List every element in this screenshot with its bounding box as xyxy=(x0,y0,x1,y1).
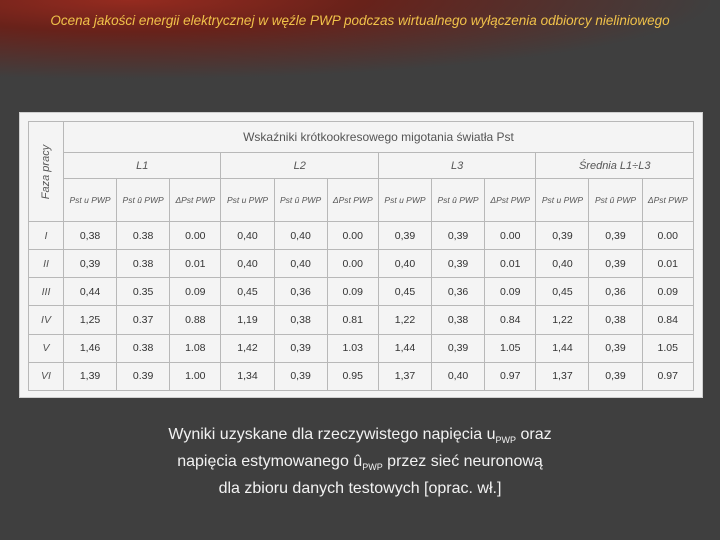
value-cell: 1.05 xyxy=(642,334,693,362)
value-cell: 1,44 xyxy=(536,334,589,362)
caption-line2-a: napięcia estymowanego û xyxy=(177,453,363,471)
phase-cell: III xyxy=(29,278,64,306)
subheader-cell: ΔPst PWP xyxy=(327,179,378,222)
value-cell: 1,42 xyxy=(221,334,274,362)
value-cell: 0,40 xyxy=(432,362,485,390)
value-cell: 1,19 xyxy=(221,306,274,334)
table-row xyxy=(29,334,694,362)
value-cell: 0.38 xyxy=(117,222,170,250)
table-image xyxy=(19,112,703,398)
caption-line1-sub: PWP xyxy=(495,435,517,446)
value-cell: 0,38 xyxy=(432,306,485,334)
phase-cell: II xyxy=(29,250,64,278)
subheader-cell: ΔPst PWP xyxy=(170,179,221,222)
table-main-header: Wskaźniki krótkookresowego migotania światła Pst xyxy=(64,122,694,153)
value-cell: 0.35 xyxy=(117,278,170,306)
value-cell: 1.00 xyxy=(170,362,221,390)
value-cell: 0,40 xyxy=(274,222,327,250)
value-cell: 0.01 xyxy=(485,250,536,278)
phase-cell: V xyxy=(29,334,64,362)
value-cell: 0,36 xyxy=(432,278,485,306)
row-header-cell xyxy=(29,122,64,222)
value-cell: 0.97 xyxy=(642,362,693,390)
value-cell: 0.09 xyxy=(642,278,693,306)
value-cell: 0,39 xyxy=(589,334,642,362)
value-cell: 0,45 xyxy=(536,278,589,306)
group-header: L3 xyxy=(378,153,535,179)
value-cell: 1,46 xyxy=(64,334,117,362)
value-cell: 1,44 xyxy=(378,334,431,362)
flicker-table xyxy=(28,121,694,391)
value-cell: 0.00 xyxy=(642,222,693,250)
value-cell: 1,22 xyxy=(536,306,589,334)
value-cell: 1,22 xyxy=(378,306,431,334)
subheader-cell: Pst u PWP xyxy=(221,179,274,222)
value-cell: 1.03 xyxy=(327,334,378,362)
value-cell: 0,38 xyxy=(274,306,327,334)
row-header-label: Faza pracy xyxy=(40,144,52,199)
value-cell: 0,40 xyxy=(274,250,327,278)
value-cell: 0,38 xyxy=(64,222,117,250)
caption-line2-b: przez sieć neuronową xyxy=(382,453,543,471)
subheader-cell: Pst û PWP xyxy=(117,179,170,222)
value-cell: 0,45 xyxy=(221,278,274,306)
value-cell: 0.00 xyxy=(327,250,378,278)
value-cell: 0,39 xyxy=(432,334,485,362)
subheader-cell: Pst û PWP xyxy=(432,179,485,222)
value-cell: 0.81 xyxy=(327,306,378,334)
value-cell: 0,39 xyxy=(378,222,431,250)
subheader-cell: ΔPst PWP xyxy=(485,179,536,222)
subheader-cell: Pst u PWP xyxy=(378,179,431,222)
table-row xyxy=(29,278,694,306)
value-cell: 0.38 xyxy=(117,250,170,278)
value-cell: 0,38 xyxy=(589,306,642,334)
value-cell: 0,45 xyxy=(378,278,431,306)
phase-cell: VI xyxy=(29,362,64,390)
value-cell: 0,39 xyxy=(589,222,642,250)
value-cell: 0,39 xyxy=(536,222,589,250)
value-cell: 0.95 xyxy=(327,362,378,390)
value-cell: 0,40 xyxy=(378,250,431,278)
value-cell: 0,36 xyxy=(274,278,327,306)
subheader-cell: Pst û PWP xyxy=(274,179,327,222)
slide-caption xyxy=(90,424,630,499)
value-cell: 0,40 xyxy=(536,250,589,278)
caption-line2-sub: PWP xyxy=(362,462,383,473)
value-cell: 0.01 xyxy=(642,250,693,278)
subheader-cell: Pst û PWP xyxy=(589,179,642,222)
group-header: Średnia L1÷L3 xyxy=(536,153,694,179)
value-cell: 0,36 xyxy=(589,278,642,306)
value-cell: 0,39 xyxy=(432,250,485,278)
value-cell: 0.00 xyxy=(170,222,221,250)
caption-line1-a: Wyniki uzyskane dla rzeczywistego napięcia u xyxy=(168,426,496,443)
value-cell: 0,39 xyxy=(589,362,642,390)
value-cell: 0.00 xyxy=(485,222,536,250)
value-cell: 0.84 xyxy=(642,306,693,334)
table-row xyxy=(29,306,694,334)
value-cell: 0,40 xyxy=(221,250,274,278)
value-cell: 0.01 xyxy=(170,250,221,278)
value-cell: 0.84 xyxy=(485,306,536,334)
value-cell: 1,39 xyxy=(64,362,117,390)
value-cell: 0,39 xyxy=(64,250,117,278)
subheader-cell: Pst u PWP xyxy=(536,179,589,222)
value-cell: 0.38 xyxy=(117,334,170,362)
subheader-cell: ΔPst PWP xyxy=(642,179,693,222)
phase-cell: IV xyxy=(29,306,64,334)
subheader-cell: Pst u PWP xyxy=(64,179,117,222)
value-cell: 0,39 xyxy=(432,222,485,250)
value-cell: 0.00 xyxy=(327,222,378,250)
table-row xyxy=(29,250,694,278)
value-cell: 0,39 xyxy=(589,250,642,278)
value-cell: 1,37 xyxy=(536,362,589,390)
value-cell: 0,40 xyxy=(221,222,274,250)
caption-line3: dla zbioru danych testowych [oprac. wł.] xyxy=(218,480,502,498)
slide-title: Ocena jakości energii elektrycznej w węźle PWP podczas wirtualnego wyłączenia odbiorcy nieliniowego xyxy=(50,13,670,28)
value-cell: 0.97 xyxy=(485,362,536,390)
value-cell: 0.09 xyxy=(327,278,378,306)
value-cell: 1,37 xyxy=(378,362,431,390)
group-header: L1 xyxy=(64,153,221,179)
table-row xyxy=(29,362,694,390)
caption-line1-b: oraz xyxy=(516,426,552,443)
value-cell: 0.88 xyxy=(170,306,221,334)
table-row xyxy=(29,222,694,250)
phase-cell: I xyxy=(29,222,64,250)
value-cell: 0.37 xyxy=(117,306,170,334)
value-cell: 0.09 xyxy=(170,278,221,306)
value-cell: 1,34 xyxy=(221,362,274,390)
value-cell: 0,39 xyxy=(274,334,327,362)
group-header: L2 xyxy=(221,153,378,179)
value-cell: 1.08 xyxy=(170,334,221,362)
value-cell: 0,39 xyxy=(274,362,327,390)
value-cell: 1.05 xyxy=(485,334,536,362)
value-cell: 1,25 xyxy=(64,306,117,334)
value-cell: 0.39 xyxy=(117,362,170,390)
value-cell: 0.09 xyxy=(485,278,536,306)
value-cell: 0,44 xyxy=(64,278,117,306)
